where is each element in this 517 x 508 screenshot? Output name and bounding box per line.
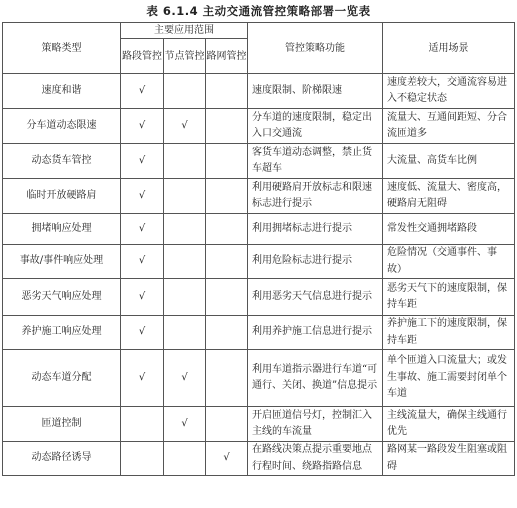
node-check-cell [164,245,206,279]
check-mark-icon: √ [138,290,146,302]
check-mark-icon: √ [138,189,146,201]
scenario-cell: 养护施工下的速度限制，保持车距 [383,316,515,350]
segment-check-cell [121,279,164,316]
network-check-cell [206,179,248,214]
function-cell: 速度限制、阶梯限速 [248,74,383,109]
scenario-cell: 速度低、流量大、密度高，硬路肩无阻碍 [383,179,515,214]
check-mark-icon: √ [138,84,146,96]
table-row [3,442,515,476]
table-row [3,144,515,179]
function-cell: 利用恶劣天气信息进行提示 [248,279,383,316]
network-check-cell [206,407,248,442]
strategy-type-cell: 分车道动态限速 [3,109,121,144]
segment-check-cell [121,350,164,407]
node-check-cell [164,279,206,316]
segment-check-cell [121,316,164,350]
check-mark-icon: √ [138,154,146,166]
header-node: 节点管控 [164,39,206,74]
scenario-cell: 单个匝道入口流量大；或发生事故、施工需要封闭单个车道 [383,350,515,407]
node-check-cell [164,350,206,407]
header-scenario: 适用场景 [383,23,515,74]
table-row [3,74,515,109]
table-row [3,109,515,144]
network-check-cell [206,245,248,279]
check-mark-icon: √ [138,326,146,338]
header-segment: 路段管控 [121,39,164,74]
segment-check-cell [121,214,164,245]
check-mark-icon: √ [138,119,146,131]
scenario-cell: 危险情况（交通事件、事故） [383,245,515,279]
table-row [3,245,515,279]
network-check-cell [206,109,248,144]
header-function: 管控策略功能 [248,23,383,74]
table-row [3,407,515,442]
check-mark-icon: √ [138,222,146,234]
segment-check-cell [121,109,164,144]
header-network: 路网管控 [206,39,248,74]
network-check-cell [206,214,248,245]
table-title: 表 6.1.4 主动交通流管控策略部署一览表 [146,4,371,18]
table-body [3,74,515,476]
table-header [3,23,515,74]
check-mark-icon: √ [138,371,146,383]
check-mark-icon: √ [181,371,188,383]
scenario-cell: 流量大、互通间距短、分合流匝道多 [383,109,515,144]
node-check-cell [164,109,206,144]
function-cell: 在路线决策点提示重要地点行程时间、绕路指路信息 [248,442,383,476]
strategy-type-cell: 临时开放硬路肩 [3,179,121,214]
header-strategy-type: 策略类型 [3,23,121,74]
scenario-cell: 常发性交通拥堵路段 [383,214,515,245]
function-cell: 客货车道动态调整，禁止货车超车 [248,144,383,179]
network-check-cell [206,350,248,407]
segment-check-cell [121,442,164,476]
scenario-cell: 大流量、高货车比例 [383,144,515,179]
scenario-cell: 路网某一路段发生阻塞或阻碍 [383,442,515,476]
node-check-cell [164,74,206,109]
segment-check-cell [121,179,164,214]
segment-check-cell [121,245,164,279]
scenario-cell: 速度差较大，交通流容易进入不稳定状态 [383,74,515,109]
scenario-cell: 恶劣天气下的速度限制，保持车距 [383,279,515,316]
node-check-cell [164,144,206,179]
table-row [3,350,515,407]
function-cell: 利用危险标志进行提示 [248,245,383,279]
strategy-type-cell: 动态货车管控 [3,144,121,179]
network-check-cell [206,144,248,179]
check-mark-icon: √ [181,119,188,131]
network-check-cell [206,279,248,316]
table-row [3,214,515,245]
segment-check-cell [121,144,164,179]
table-row [3,316,515,350]
strategy-type-cell: 动态车道分配 [3,350,121,407]
function-cell: 利用拥堵标志进行提示 [248,214,383,245]
network-check-cell [206,316,248,350]
check-mark-icon: √ [138,255,146,267]
strategy-type-cell: 恶劣天气响应处理 [3,279,121,316]
segment-check-cell [121,74,164,109]
strategy-type-cell: 速度和谐 [3,74,121,109]
strategy-table [2,22,515,476]
network-check-cell [206,74,248,109]
segment-check-cell [121,407,164,442]
node-check-cell [164,179,206,214]
strategy-type-cell: 拥堵响应处理 [3,214,121,245]
function-cell: 利用车道指示器进行车道“可通行、关闭、换道”信息提示 [248,350,383,407]
scenario-cell: 主线流量大，确保主线通行优先 [383,407,515,442]
node-check-cell [164,407,206,442]
strategy-type-cell: 匝道控制 [3,407,121,442]
check-mark-icon: √ [223,452,230,464]
function-cell: 利用养护施工信息进行提示 [248,316,383,350]
strategy-type-cell: 养护施工响应处理 [3,316,121,350]
function-cell: 利用硬路肩开放标志和限速标志进行提示 [248,179,383,214]
function-cell: 分车道的速度限制，稳定出入口交通流 [248,109,383,144]
strategy-type-cell: 事故/事件响应处理 [3,245,121,279]
function-cell: 开启匝道信号灯，控制汇入主线的车流量 [248,407,383,442]
network-check-cell [206,442,248,476]
check-mark-icon: √ [181,417,188,429]
header-scope-group: 主要应用范围 [121,23,248,39]
table-row [3,179,515,214]
node-check-cell [164,442,206,476]
table-row [3,279,515,316]
node-check-cell [164,214,206,245]
node-check-cell [164,316,206,350]
strategy-type-cell: 动态路径诱导 [3,442,121,476]
